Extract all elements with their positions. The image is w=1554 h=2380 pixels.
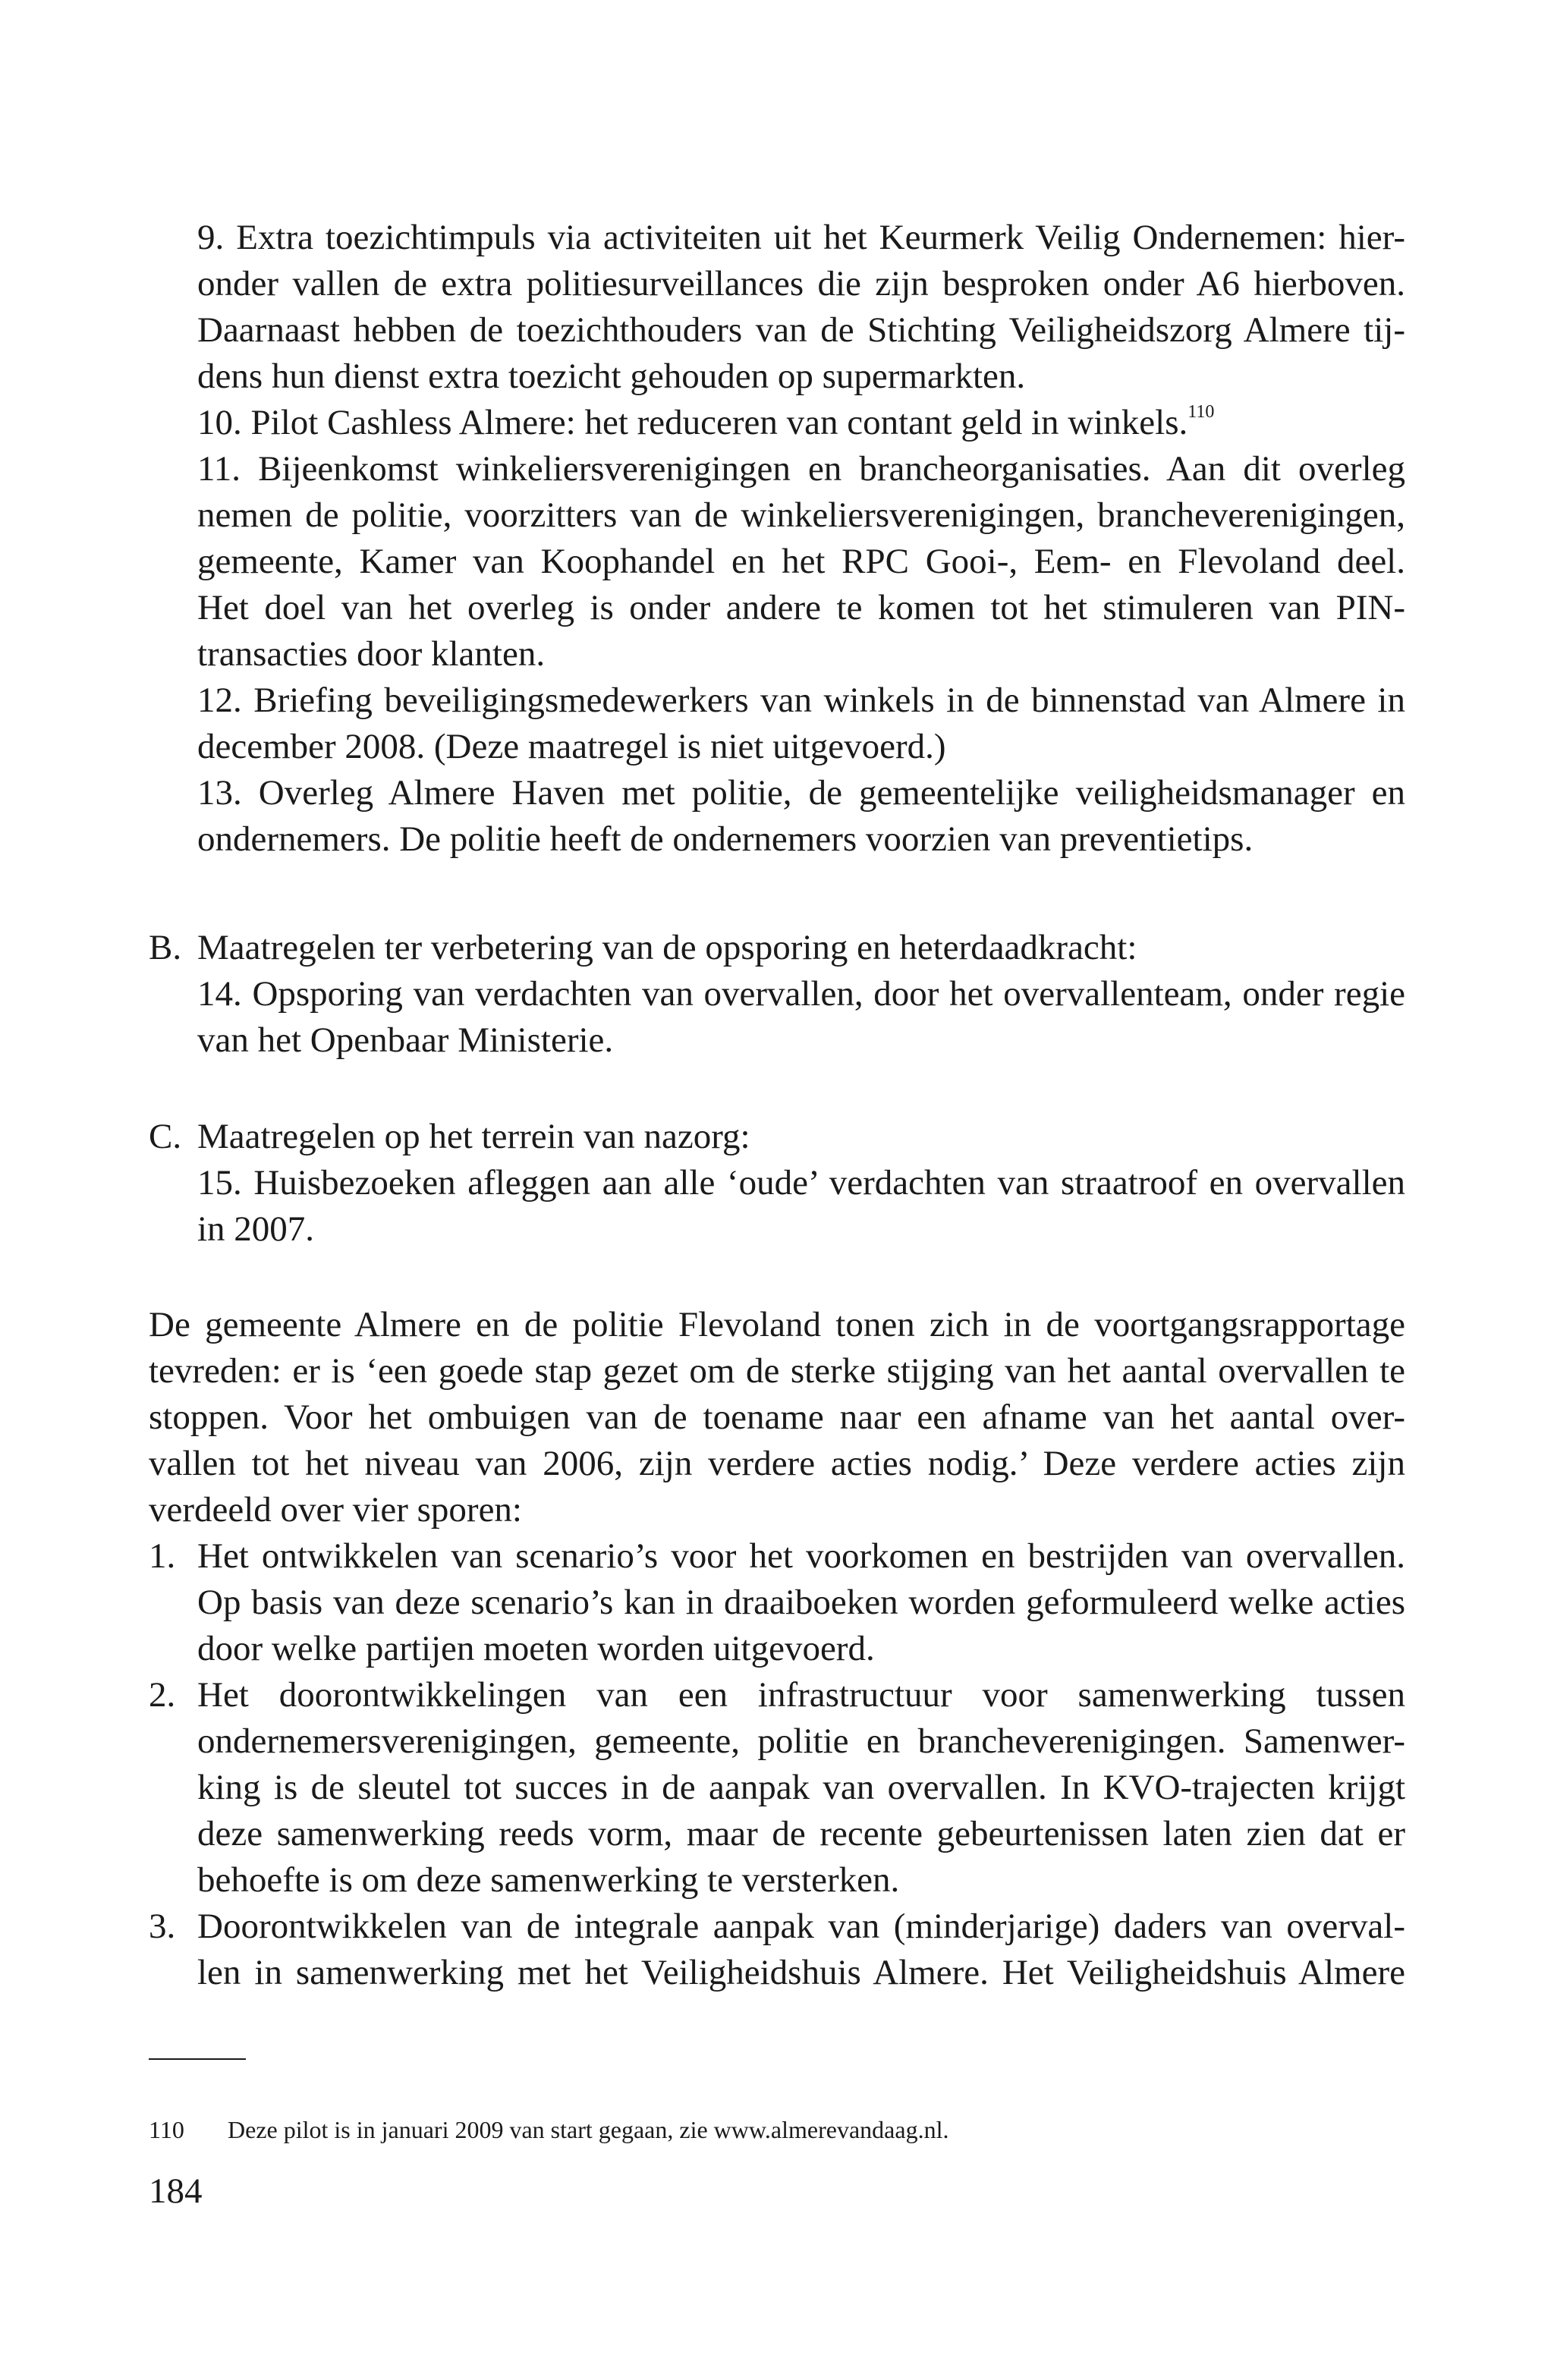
- text-line: 9. Extra toezichtimpuls via activiteiten uit het Keurmerk Veilig Ondernemen: hier-: [197, 218, 1405, 257]
- text-line: tevreden: er is ‘een goede stap gezet om de sterke stijging van het aantal overvallen te: [149, 1351, 1405, 1391]
- list-item: [197, 1533, 1405, 1672]
- text-line: ondernemersverenigingen, gemeente, politie en brancheverenigingen. Samenwer-: [197, 1721, 1405, 1761]
- section-b-letter: B.: [149, 928, 182, 967]
- measures-list-a: [197, 215, 1405, 863]
- list-item-number: 1.: [149, 1536, 176, 1576]
- section-b-heading: Maatregelen ter verbetering van de opsporing en heterdaadkracht:: [197, 928, 1137, 967]
- text-line: 10. Pilot Cashless Almere: het reduceren van contant geld in winkels.: [197, 403, 1188, 442]
- footnote-text: Deze pilot is in januari 2009 van start gegaan, zie www.almerevandaag.nl.: [228, 2116, 949, 2143]
- list-item-number: 2.: [149, 1675, 176, 1715]
- footnote-reference: 110: [1188, 402, 1215, 422]
- text-line: Het doorontwikkelingen van een infrastructuur voor samenwerking tussen: [197, 1675, 1405, 1715]
- text-line: Het doel van het overleg is onder andere te komen tot het stimuleren van PIN-: [197, 588, 1405, 627]
- list-item: [197, 1672, 1405, 1904]
- text-line: 14. Opsporing van verdachten van overvallen, door het overvallenteam, onder regie: [197, 974, 1405, 1014]
- text-line: dens hun dienst extra toezicht gehouden op supermarkten.: [197, 357, 1026, 396]
- text-line: Op basis van deze scenario’s kan in draaiboeken worden geformuleerd welke acties: [197, 1583, 1405, 1622]
- text-line: nemen de politie, voorzitters van de winkeliersverenigingen, brancheverenigingen,: [197, 495, 1405, 535]
- section-c: [197, 1114, 1405, 1253]
- text-line: door welke partijen moeten worden uitgevoerd.: [197, 1629, 875, 1668]
- footnote-number: 110: [149, 2116, 184, 2143]
- footnote-separator: [149, 2058, 246, 2060]
- text-line: Het ontwikkelen van scenario’s voor het voorkomen en bestrijden van overvallen.: [197, 1536, 1405, 1576]
- text-line: verdeeld over vier sporen:: [149, 1490, 522, 1530]
- page-number: 184: [149, 2171, 203, 2211]
- text-line: De gemeente Almere en de politie Flevoland tonen zich in de voortgangsrapportage: [149, 1305, 1405, 1344]
- text-line: 11. Bijeenkomst winkeliersverenigingen en brancheorganisaties. Aan dit overleg: [197, 449, 1405, 489]
- text-line: transacties door klanten.: [197, 634, 546, 674]
- text-line: Daarnaast hebben de toezichthouders van de Stichting Veiligheidszorg Almere tij-: [197, 310, 1405, 350]
- text-line: in 2007.: [197, 1209, 315, 1249]
- text-line: 12. Briefing beveiligingsmedewerkers van winkels in de binnenstad van Almere in: [197, 681, 1405, 720]
- text-line: ondernemers. De politie heeft de ondernemers voorzien van preventietips.: [197, 819, 1254, 859]
- text-line: deze samenwerking reeds vorm, maar de recente gebeurtenissen laten zien dat er: [197, 1814, 1405, 1853]
- text-line: gemeente, Kamer van Koophandel en het RPC Gooi-, Eem- en Flevoland deel.: [197, 542, 1405, 581]
- text-line-with-footnote: [197, 400, 1405, 446]
- section-b: [197, 925, 1405, 1064]
- text-line: december 2008. (Deze maatregel is niet uitgevoerd.): [197, 727, 946, 766]
- text-line: len in samenwerking met het Veiligheidshuis Almere. Het Veiligheidshuis Almere: [197, 1953, 1405, 1992]
- list-item-number: 3.: [149, 1907, 176, 1946]
- text-line: king is de sleutel tot succes in de aanpak van overvallen. In KVO-trajecten krijgt: [197, 1768, 1405, 1807]
- section-c-heading: Maatregelen op het terrein van nazorg:: [197, 1117, 750, 1156]
- footnote: [149, 2114, 948, 2145]
- list-item: [197, 1904, 1405, 1996]
- text-line: Doorontwikkelen van de integrale aanpak van (minderjarige) daders van overval-: [197, 1907, 1405, 1946]
- text-line: van het Openbaar Ministerie.: [197, 1020, 614, 1060]
- text-line: 15. Huisbezoeken afleggen aan alle ‘oude’ verdachten van straatroof en overvallen: [197, 1163, 1405, 1203]
- section-c-letter: C.: [149, 1117, 182, 1156]
- text-line: behoefte is om deze samenwerking te versterken.: [197, 1860, 900, 1900]
- text-line: vallen tot het niveau van 2006, zijn verdere acties nodig.’ Deze verdere acties zijn: [149, 1444, 1405, 1483]
- body-paragraph: [149, 1302, 1405, 1533]
- text-line: stoppen. Voor het ombuigen van de toename naar een afname van het aantal over-: [149, 1398, 1405, 1437]
- text-line: onder vallen de extra politiesurveillances die zijn besproken onder A6 hierboven.: [197, 264, 1405, 303]
- text-line: 13. Overleg Almere Haven met politie, de gemeentelijke veiligheidsmanager en: [197, 773, 1405, 813]
